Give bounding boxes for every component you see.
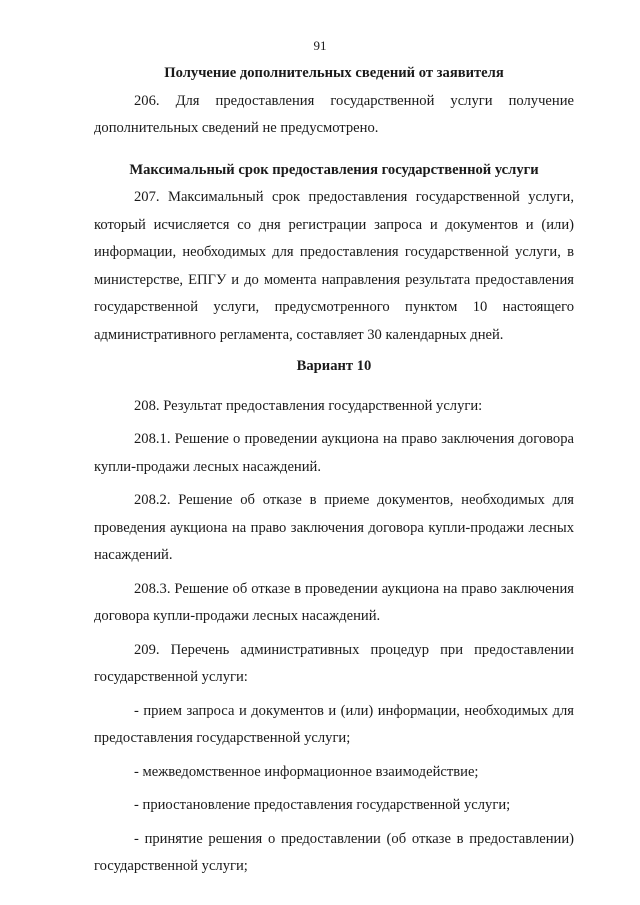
list-item-decision: - принятие решения о предоставлении (об отказе в предоставлении) государственной услуги;: [94, 830, 574, 874]
page-content: [94, 60, 574, 881]
paragraph-208-2: 208.2. Решение об отказе в приеме документов, необходимых для проведения аукциона на право заключения договора купли-продажи лесных насаждений.: [94, 492, 574, 563]
section-heading-max-term: Максимальный срок предоставления государственной услуги: [129, 161, 539, 178]
paragraph-208-3: 208.3. Решение об отказе в проведении аукциона на право заключения договора купли-продажи лесных насаждений.: [94, 580, 574, 624]
paragraph-207: 207. Максимальный срок предоставления государственной услуги, который исчисляется со дня регистрации запроса и документов и (или) информации, необходимых для предоставления государственной услуги, в министерстве, ЕПГУ и до момента направления результата предоставления государственной услуги, предусмотренного пунктом 10 настоящего административного регламента, составляет 30 календарных дней.: [94, 189, 574, 343]
list-item-interagency: - межведомственное информационное взаимодействие;: [134, 763, 479, 780]
list-item-request-intake: - прием запроса и документов и (или) информации, необходимых для предоставления государственной услуги;: [94, 702, 574, 746]
section-heading-variant-10: Вариант 10: [296, 358, 372, 374]
paragraph-208: 208. Результат предоставления государственной услуги:: [134, 397, 483, 414]
list-item-suspension: - приостановление предоставления государственной услуги;: [134, 797, 511, 813]
section-heading-additional-info: Получение дополнительных сведений от заявителя: [164, 65, 504, 81]
page-number: 91: [313, 38, 327, 53]
paragraph-208-1: 208.1. Решение о проведении аукциона на право заключения договора купли-продажи лесных насаждений.: [94, 431, 574, 475]
paragraph-206: 206. Для предоставления государственной услуги получение дополнительных сведений не предусмотрено.: [94, 92, 574, 136]
paragraph-209: 209. Перечень административных процедур при предоставлении государственной услуги:: [94, 641, 574, 685]
